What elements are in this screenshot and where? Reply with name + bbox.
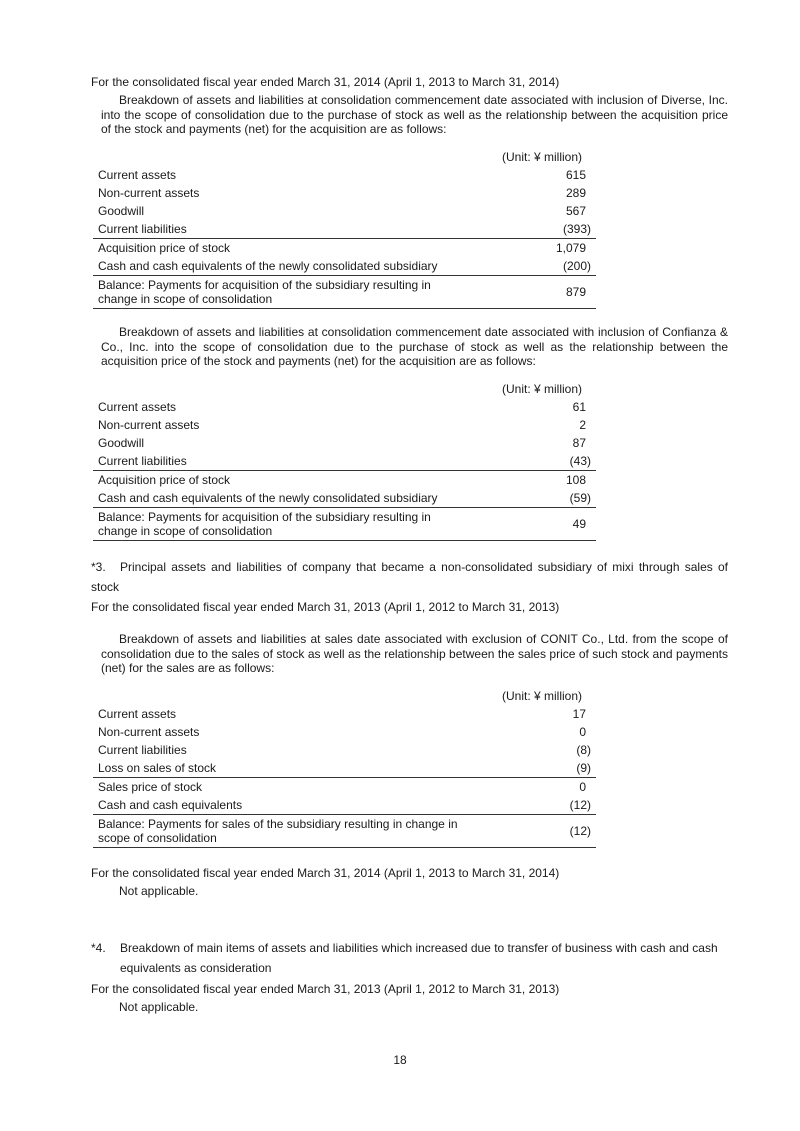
confianza-acquisition-table <box>93 398 596 541</box>
table-row <box>93 471 596 490</box>
row-value: (200) <box>562 259 591 273</box>
row-value: (12) <box>569 798 591 812</box>
row-value: (8) <box>576 743 591 757</box>
note-3-heading: *3. Principal assets and liabilities of company that became a non-consolidated subsidiary of mixi through sales of stock <box>91 560 728 594</box>
row-label: Cash and cash equivalents <box>98 798 243 812</box>
row-label: Balance: Payments for acquisition of the subsidiary resulting in change in scope of consolidation <box>93 508 481 541</box>
note-4-heading: *4. Breakdown of main items of assets and liabilities which increased due to transfer of business with cash and cash equivalents as consideration <box>91 941 718 975</box>
row-label: Current liabilities <box>98 222 187 236</box>
row-label: Cash and cash equivalents of the newly consolidated subsidiary <box>98 491 438 505</box>
row-label: Non-current assets <box>98 418 200 432</box>
row-value: 17 <box>572 707 586 721</box>
row-label: Current assets <box>98 707 177 721</box>
row-value: 49 <box>481 508 596 541</box>
row-value: 1,079 <box>481 239 596 258</box>
period-heading-fy2013-note4: For the consolidated fiscal year ended March 31, 2013 (April 1, 2012 to March 31, 2013) <box>91 982 560 996</box>
table-row <box>93 434 596 452</box>
row-value: 0 <box>579 725 586 739</box>
row-label: Sales price of stock <box>93 778 481 797</box>
period-heading-fy2013: For the consolidated fiscal year ended March 31, 2013 (April 1, 2012 to March 31, 2013) <box>91 600 560 614</box>
row-label: Goodwill <box>98 436 145 450</box>
conit-unit-label: (Unit: ¥ million) <box>502 689 583 703</box>
not-applicable-text: Not applicable. <box>119 1000 199 1014</box>
row-label: Loss on sales of stock <box>98 761 217 775</box>
row-value: 2 <box>579 418 586 432</box>
row-value: 615 <box>565 168 586 182</box>
table-row <box>93 796 596 815</box>
confianza-unit-label: (Unit: ¥ million) <box>502 382 583 396</box>
row-value: (9) <box>576 761 591 775</box>
row-value: 108 <box>481 471 596 490</box>
row-value: 87 <box>572 436 586 450</box>
not-applicable-text: Not applicable. <box>119 884 199 898</box>
table-row <box>93 778 596 797</box>
table-row-balance <box>93 815 596 848</box>
row-value: (43) <box>569 454 591 468</box>
conit-sales-table <box>93 705 596 848</box>
row-value: (59) <box>569 491 591 505</box>
period-heading-fy2014-note3: For the consolidated fiscal year ended March 31, 2014 (April 1, 2013 to March 31, 2014) <box>91 866 560 880</box>
table-row <box>93 723 596 741</box>
confianza-intro-paragraph: Breakdown of assets and liabilities at consolidation commencement date associated with inclusion of Confianza & Co., Inc. into the scope of consolidation due to the purchase of stock as well as the relationship between the acquisition price of the stock and payments (net) for the acquisition are as follows: <box>101 325 728 369</box>
row-label: Non-current assets <box>98 725 200 739</box>
table-row <box>93 220 596 239</box>
table-row <box>93 452 596 471</box>
row-label: Current liabilities <box>98 743 187 757</box>
row-value: 61 <box>572 400 586 414</box>
row-label: Cash and cash equivalents of the newly consolidated subsidiary <box>98 259 438 273</box>
table-row <box>93 416 596 434</box>
row-label: Goodwill <box>98 204 145 218</box>
row-value: 289 <box>565 186 586 200</box>
conit-intro-paragraph: Breakdown of assets and liabilities at sales date associated with exclusion of CONIT Co., Ltd. from the scope of consolidation due to the sales of stock as well as the relationship between the sales price of such stock and payments (net) for the sales are as follows: <box>101 632 728 676</box>
diverse-acquisition-table <box>93 166 596 309</box>
row-label: Current assets <box>98 400 177 414</box>
row-value: (393) <box>562 222 591 236</box>
diverse-unit-label: (Unit: ¥ million) <box>502 150 583 164</box>
table-row <box>93 705 596 723</box>
row-label: Balance: Payments for acquisition of the subsidiary resulting in change in scope of consolidation <box>93 276 481 309</box>
table-row <box>93 239 596 258</box>
row-value: 567 <box>565 204 586 218</box>
table-row-balance <box>93 508 596 541</box>
table-row <box>93 202 596 220</box>
row-label: Balance: Payments for sales of the subsidiary resulting in change in scope of consolidation <box>93 815 481 848</box>
page-number: 18 <box>393 1053 407 1067</box>
row-label: Acquisition price of stock <box>93 471 481 490</box>
row-label: Current assets <box>98 168 177 182</box>
table-row <box>93 741 596 759</box>
row-value: 0 <box>481 778 596 797</box>
period-heading-fy2014: For the consolidated fiscal year ended March 31, 2014 (April 1, 2013 to March 31, 2014) <box>91 75 560 89</box>
table-row <box>93 184 596 202</box>
diverse-intro-paragraph: Breakdown of assets and liabilities at consolidation commencement date associated with inclusion of Diverse, Inc. into the scope of consolidation due to the purchase of stock as well as the relationship between the acquisition price of the stock and payments (net) for the acquisition are as follows: <box>101 93 728 137</box>
table-row <box>93 489 596 508</box>
row-label: Non-current assets <box>98 186 200 200</box>
row-value: 879 <box>481 276 596 309</box>
table-row <box>93 398 596 416</box>
table-row <box>93 759 596 778</box>
table-row-balance <box>93 276 596 309</box>
table-row <box>93 166 596 184</box>
row-value: (12) <box>481 815 596 848</box>
row-label: Current liabilities <box>98 454 187 468</box>
row-label: Acquisition price of stock <box>93 239 481 258</box>
table-row <box>93 257 596 276</box>
